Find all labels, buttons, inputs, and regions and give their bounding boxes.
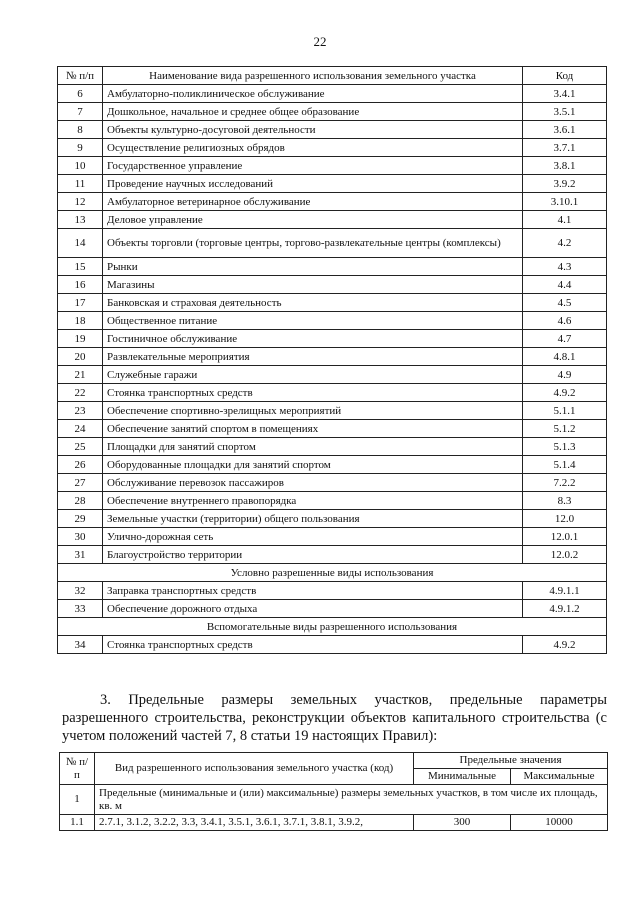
table-row (58, 103, 607, 121)
cell-num: 19 (58, 330, 103, 348)
cell-code: 4.7 (523, 330, 607, 348)
cell-name: Заправка транспортных средств (103, 582, 523, 600)
cell-name: Рынки (103, 258, 523, 276)
cell-code: 4.4 (523, 276, 607, 294)
table-row (58, 438, 607, 456)
cell-num: 8 (58, 121, 103, 139)
cell-num: 20 (58, 348, 103, 366)
limits-header-max: Максимальные (511, 769, 608, 785)
table-row (58, 139, 607, 157)
conditional-uses-section (58, 564, 607, 582)
page-number: 22 (313, 34, 327, 49)
cell-num: 15 (58, 258, 103, 276)
cell-name: Улично-дорожная сеть (103, 528, 523, 546)
cell-num: 18 (58, 312, 103, 330)
cell-code: 4.9.1.1 (523, 582, 607, 600)
cell-name: Обеспечение внутреннего правопорядка (103, 492, 523, 510)
cell-name: Земельные участки (территории) общего пользования (103, 510, 523, 528)
conditional-uses-section-title: Условно разрешенные виды использования (58, 564, 607, 582)
cell-name: Банковская и страховая деятельность (103, 294, 523, 312)
table-row (58, 492, 607, 510)
cell-code: 4.6 (523, 312, 607, 330)
cell-name: Амбулаторно-поликлиническое обслуживание (103, 85, 523, 103)
limits-row-min: 300 (414, 815, 511, 831)
limits-table (59, 752, 608, 831)
cell-num: 33 (58, 600, 103, 618)
cell-num: 16 (58, 276, 103, 294)
header-num: № п/п (58, 67, 103, 85)
cell-name: Благоустройство территории (103, 546, 523, 564)
limits-header-num: № п/п (60, 753, 95, 785)
cell-code: 4.9 (523, 366, 607, 384)
limits-row-num: 1.1 (60, 815, 95, 831)
limits-row-codes: 2.7.1, 3.1.2, 3.2.2, 3.3, 3.4.1, 3.5.1, 3.6.1, 3.7.1, 3.8.1, 3.9.2, (95, 815, 414, 831)
cell-code: 4.2 (523, 229, 607, 258)
cell-code: 4.5 (523, 294, 607, 312)
cell-name: Оборудованные площадки для занятий спортом (103, 456, 523, 474)
table-row (58, 85, 607, 103)
auxiliary-uses-section (58, 618, 607, 636)
cell-num: 12 (58, 193, 103, 211)
cell-name: Осуществление религиозных обрядов (103, 139, 523, 157)
cell-name: Амбулаторное ветеринарное обслуживание (103, 193, 523, 211)
cell-num: 14 (58, 229, 103, 258)
cell-code: 12.0.1 (523, 528, 607, 546)
cell-num: 30 (58, 528, 103, 546)
cell-num: 9 (58, 139, 103, 157)
cell-num: 7 (58, 103, 103, 121)
permitted-uses-table (57, 66, 607, 654)
cell-code: 4.1 (523, 211, 607, 229)
table-row (58, 402, 607, 420)
cell-code: 4.3 (523, 258, 607, 276)
table-row (58, 258, 607, 276)
cell-code: 3.10.1 (523, 193, 607, 211)
cell-num: 28 (58, 492, 103, 510)
cell-num: 29 (58, 510, 103, 528)
cell-name: Обеспечение занятий спортом в помещениях (103, 420, 523, 438)
cell-code: 3.4.1 (523, 85, 607, 103)
table-row (58, 546, 607, 564)
cell-code: 5.1.4 (523, 456, 607, 474)
limits-section-num: 1 (60, 785, 95, 815)
cell-num: 6 (58, 85, 103, 103)
cell-code: 5.1.2 (523, 420, 607, 438)
cell-name: Объекты культурно-досуговой деятельности (103, 121, 523, 139)
table-row (58, 121, 607, 139)
cell-name: Площадки для занятий спортом (103, 438, 523, 456)
cell-name: Развлекательные мероприятия (103, 348, 523, 366)
table-row (58, 312, 607, 330)
cell-num: 21 (58, 366, 103, 384)
table-row (58, 229, 607, 258)
cell-num: 17 (58, 294, 103, 312)
section-3-paragraph: 3. Предельные размеры земельных участков, предельные параметры разрешенного строительства, реконструкции объектов капитального строительства (с учетом положений частей 7, 8 статьи 19 настоящих Правил): (62, 692, 607, 744)
cell-num: 22 (58, 384, 103, 402)
limits-row-max: 10000 (511, 815, 608, 831)
cell-name: Общественное питание (103, 312, 523, 330)
cell-name: Дошкольное, начальное и среднее общее образование (103, 103, 523, 121)
cell-num: 31 (58, 546, 103, 564)
cell-name: Государственное управление (103, 157, 523, 175)
table-row (58, 600, 607, 618)
table-row (58, 157, 607, 175)
cell-code: 5.1.3 (523, 438, 607, 456)
cell-num: 23 (58, 402, 103, 420)
table-row (58, 175, 607, 193)
cell-code: 12.0 (523, 510, 607, 528)
cell-code: 4.9.1.2 (523, 600, 607, 618)
cell-num: 13 (58, 211, 103, 229)
table-row (58, 528, 607, 546)
table-row (58, 474, 607, 492)
cell-num: 32 (58, 582, 103, 600)
cell-name: Проведение научных исследований (103, 175, 523, 193)
table-header-row (58, 67, 607, 85)
cell-code: 5.1.1 (523, 402, 607, 420)
cell-num: 10 (58, 157, 103, 175)
cell-name: Стоянка транспортных средств (103, 636, 523, 654)
cell-code: 8.3 (523, 492, 607, 510)
cell-name: Обеспечение дорожного отдыха (103, 600, 523, 618)
cell-num: 34 (58, 636, 103, 654)
cell-code: 3.6.1 (523, 121, 607, 139)
cell-code: 4.8.1 (523, 348, 607, 366)
cell-code: 7.2.2 (523, 474, 607, 492)
table-row (58, 276, 607, 294)
cell-code: 3.9.2 (523, 175, 607, 193)
table-row (58, 420, 607, 438)
cell-num: 27 (58, 474, 103, 492)
cell-name: Гостиничное обслуживание (103, 330, 523, 348)
table-row (58, 582, 607, 600)
table-row (58, 384, 607, 402)
table-row (58, 294, 607, 312)
limits-section-text: Предельные (минимальные и (или) максимальные) размеры земельных участков, в том числе их площадь, кв. м (95, 785, 608, 815)
table-row (58, 193, 607, 211)
cell-code: 12.0.2 (523, 546, 607, 564)
table-row (58, 211, 607, 229)
cell-num: 26 (58, 456, 103, 474)
cell-name: Служебные гаражи (103, 366, 523, 384)
cell-num: 24 (58, 420, 103, 438)
cell-name: Стоянка транспортных средств (103, 384, 523, 402)
table-row (58, 636, 607, 654)
limits-header-min: Минимальные (414, 769, 511, 785)
auxiliary-uses-section-title: Вспомогательные виды разрешенного использования (58, 618, 607, 636)
header-code: Код (523, 67, 607, 85)
limits-header-values: Предельные значения (414, 753, 608, 769)
cell-code: 3.8.1 (523, 157, 607, 175)
cell-name: Обслуживание перевозок пассажиров (103, 474, 523, 492)
cell-num: 25 (58, 438, 103, 456)
header-name: Наименование вида разрешенного использования земельного участка (103, 67, 523, 85)
cell-code: 4.9.2 (523, 636, 607, 654)
cell-name: Обеспечение спортивно-зрелищных мероприятий (103, 402, 523, 420)
cell-code: 3.7.1 (523, 139, 607, 157)
cell-name: Объекты торговли (торговые центры, торгово-развлекательные центры (комплексы) (103, 229, 523, 258)
table-row (58, 348, 607, 366)
table-row (58, 510, 607, 528)
cell-name: Магазины (103, 276, 523, 294)
table-row (58, 366, 607, 384)
cell-code: 3.5.1 (523, 103, 607, 121)
cell-name: Деловое управление (103, 211, 523, 229)
table-row (58, 330, 607, 348)
cell-code: 4.9.2 (523, 384, 607, 402)
limits-header-name: Вид разрешенного использования земельного участка (код) (95, 753, 414, 785)
table-row (58, 456, 607, 474)
cell-num: 11 (58, 175, 103, 193)
